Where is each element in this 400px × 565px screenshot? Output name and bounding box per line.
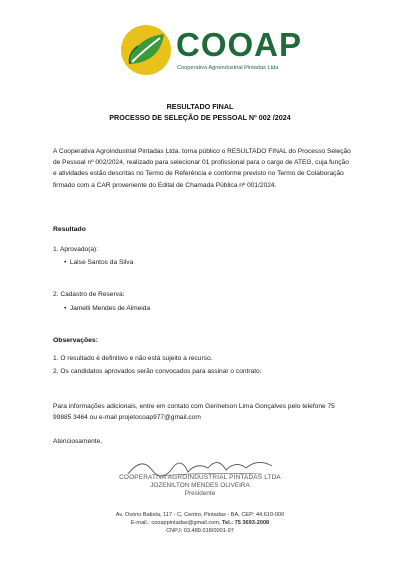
footer-cnpj: CNPJ: 03.489.018/0001-97	[166, 528, 234, 534]
bullet-icon: •	[64, 305, 67, 312]
contact-info: Para informações adicionais, entre em contato com Gerinelson Lima Gonçalves pelo telefone 75 99885 3464 ou e-mail projetocoap977@gmail.com	[53, 403, 335, 422]
doc-subtitle: PROCESSO DE SELEÇÃO DE PESSOAL Nº 002 /2024	[109, 113, 291, 122]
reserve-item	[64, 305, 150, 312]
intro-paragraph: A Cooperativa Agroindustrial Pintadas Ltda. torna público o RESULTADO FINAL do Processo Seleção de Pessoal nº 002/2024, realizado para selecionar 01 profissional para o cargo de ATEG, cuja função e atividades estão descritas no Termo de Referência e conforme previsto no Termo de Colaboração firmado com a CAR proveniente do Edital de Chamada Pública nº 001/2024.	[53, 148, 351, 189]
doc-title: RESULTADO FINAL	[166, 102, 234, 111]
observations-heading: Observações:	[53, 337, 98, 344]
approved-name: Laise Santos da Silva	[69, 259, 134, 266]
coop-logo	[120, 24, 303, 82]
approved-label: 1. Aprovado(a):	[53, 246, 99, 253]
footer-address: Av. Osório Batista, 117 - C, Centro, Pintadas - BA, CEP: 44.610-000	[115, 512, 285, 518]
reserve-name: Jamelli Mendes de Almeida	[69, 305, 151, 312]
footer-email: E-mail.: cooappintadas@gmail.com,	[130, 520, 221, 526]
observation-2: 2. Os candidatos aprovados serão convocados para assinar o contrato.	[53, 368, 262, 375]
closing-text: Atenciosamente,	[53, 438, 103, 445]
logo-wordmark: COOAP	[176, 26, 303, 63]
reserve-label: 2. Cadastro de Reserva:	[53, 291, 125, 298]
footer-contact	[0, 520, 400, 526]
signature-role: Presidente	[184, 490, 216, 497]
logo-subtitle: Cooperativa Agroindustrial Pintadas Ltda	[177, 65, 279, 71]
footer-phone: Tel.: 75 3693-2008	[222, 520, 270, 526]
result-heading: Resultado	[53, 226, 86, 233]
observation-1: 1. O resultado é definitivo e não está sujeito a recurso.	[53, 355, 213, 362]
signature-name: JOZENILTON MENDES OLIVEIRA	[150, 482, 250, 489]
signature-org: COOPERATIVA AGROINDUSTRIAL PINTADAS LTDA	[119, 474, 281, 481]
approved-item	[64, 259, 133, 266]
bullet-icon: •	[64, 259, 67, 266]
leaf-logo-icon	[120, 24, 172, 76]
